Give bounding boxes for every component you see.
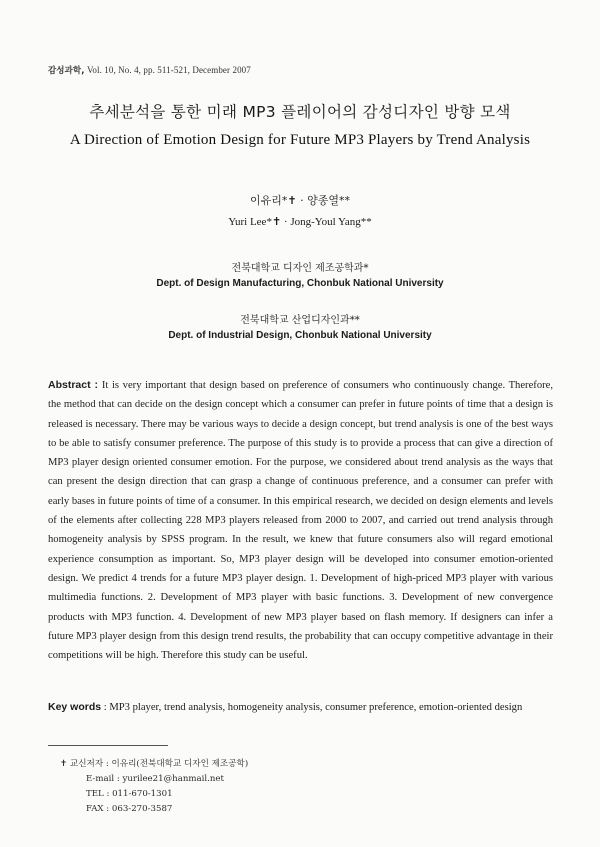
abstract-label: Abstract <box>48 379 91 391</box>
affiliation-1-english: Dept. of Design Manufacturing, Chonbuk National University <box>156 278 444 289</box>
authors-korean: 이유리*✝ · 양종열** <box>250 194 350 207</box>
authors-english: Yuri Lee*✝ · Jong-Youl Yang** <box>228 216 372 228</box>
footnote-divider <box>48 745 168 746</box>
abstract-text: It is very important that design based on preference of consumers who continuously change. Therefore, the method that can decide on the design concept which a consumer can prefer in future points of time that a design is released is necessary. There may be various ways to decide a design concept, but trend analysis is one of the best ways to be able to satisfy consumer preference. The purpose of this study is to provide a process that can give a direction of MP3 player design oriented consumer emotion. For the purpose, we considered about trend analysis as the ways that can present the design direction that can grasp a change of continuous preference, and a consumer can prefer with early bases in future points of time of a consumer. In this empirical research, we decided on design elements and levels of the elements after collecting 228 MP3 players released from 2000 to 2007, and carried out trend analysis through homogeneity analysis by SPSS program. In the result, we knew that future consumers also will regard emotional experience consumption as important. So, MP3 player design will be developed into consumer emotion-oriented design. We predict 4 trends for a future MP3 player design. 1. Development of high-priced MP3 player with various multimedia functions. 2. Development of MP3 player with basic functions. 3. Development of new convergence products with MP3 function. 4. Development of new MP3 player based on flash memory. If designers can infer a future MP3 player design from this design trend results, the probability that can occupy competitive advantage in their competitions will be high. Therefore this study can be useful. <box>48 380 553 662</box>
keywords-text: MP3 player, trend analysis, homogeneity analysis, consumer preference, emotion-oriented design <box>109 702 523 713</box>
journal-name: 감성과학, <box>48 66 85 76</box>
title-korean: 추세분석을 통한 미래 MP3 플레이어의 감성디자인 방향 모색 <box>89 103 511 121</box>
citation-details: Vol. 10, No. 4, pp. 511-521, December 2007 <box>86 65 251 75</box>
corresponding-author: ✝ 교신저자 : 이유리(전북대학교 디자인 제조공학) <box>60 759 249 769</box>
affiliation-2-english: Dept. of Industrial Design, Chonbuk National University <box>168 330 432 341</box>
abstract: Abstract : It is very important that design based on preference of consumers who continuously change. Therefore, the method that can decide on the design concept which a consumer can prefer in future points of time that a design is released is necessary. There may be various ways to decide a design concept, but trend analysis is one of the best ways to be able to satisfy consumer preference. The purpose of this study is to provide a process that can give a direction of MP3 player design oriented consumer emotion. For the purpose, we considered about trend analysis as the ways that can present the design direction that can grasp a change of continuous preference, and a consumer can prefer with early bases in future points of time of a consumer. In this empirical research, we decided on design elements and levels of the elements after collecting 228 MP3 players released from 2000 to 2007, and carried out trend analysis through homogeneity analysis by SPSS program. In the result, we knew that future consumers also will regard emotional experience consumption as important. So, MP3 player design will be developed into consumer emotion-oriented design. We predict 4 trends for a future MP3 player design. 1. Development of high-priced MP3 player with various multimedia functions. 2. Development of MP3 player with basic functions. 3. Development of new convergence products with MP3 function. 4. Development of new MP3 player based on flash memory. If designers can infer a future MP3 player design from this design trend results, the probability that can occupy competitive advantage in their competitions will be high. Therefore this study can be useful. <box>48 379 553 662</box>
email-line: E-mail : yurilee21@hanmail.net <box>86 774 224 784</box>
tel-line: TEL : 011-670-1301 <box>86 789 173 799</box>
affiliation-2-korean: 전북대학교 산업디자인과** <box>240 315 360 326</box>
title-english: A Direction of Emotion Design for Future MP3 Players by Trend Analysis <box>69 132 531 148</box>
fax-line: FAX : 063-270-3587 <box>86 804 173 814</box>
affiliation-1-korean: 전북대학교 디자인 제조공학과* <box>231 263 369 274</box>
keywords: Key words : MP3 player, trend analysis, homogeneity analysis, consumer preference, emotion-oriented design <box>48 701 523 713</box>
keywords-label: Key words <box>48 701 102 713</box>
journal-citation <box>48 64 251 76</box>
footnote <box>60 757 248 817</box>
